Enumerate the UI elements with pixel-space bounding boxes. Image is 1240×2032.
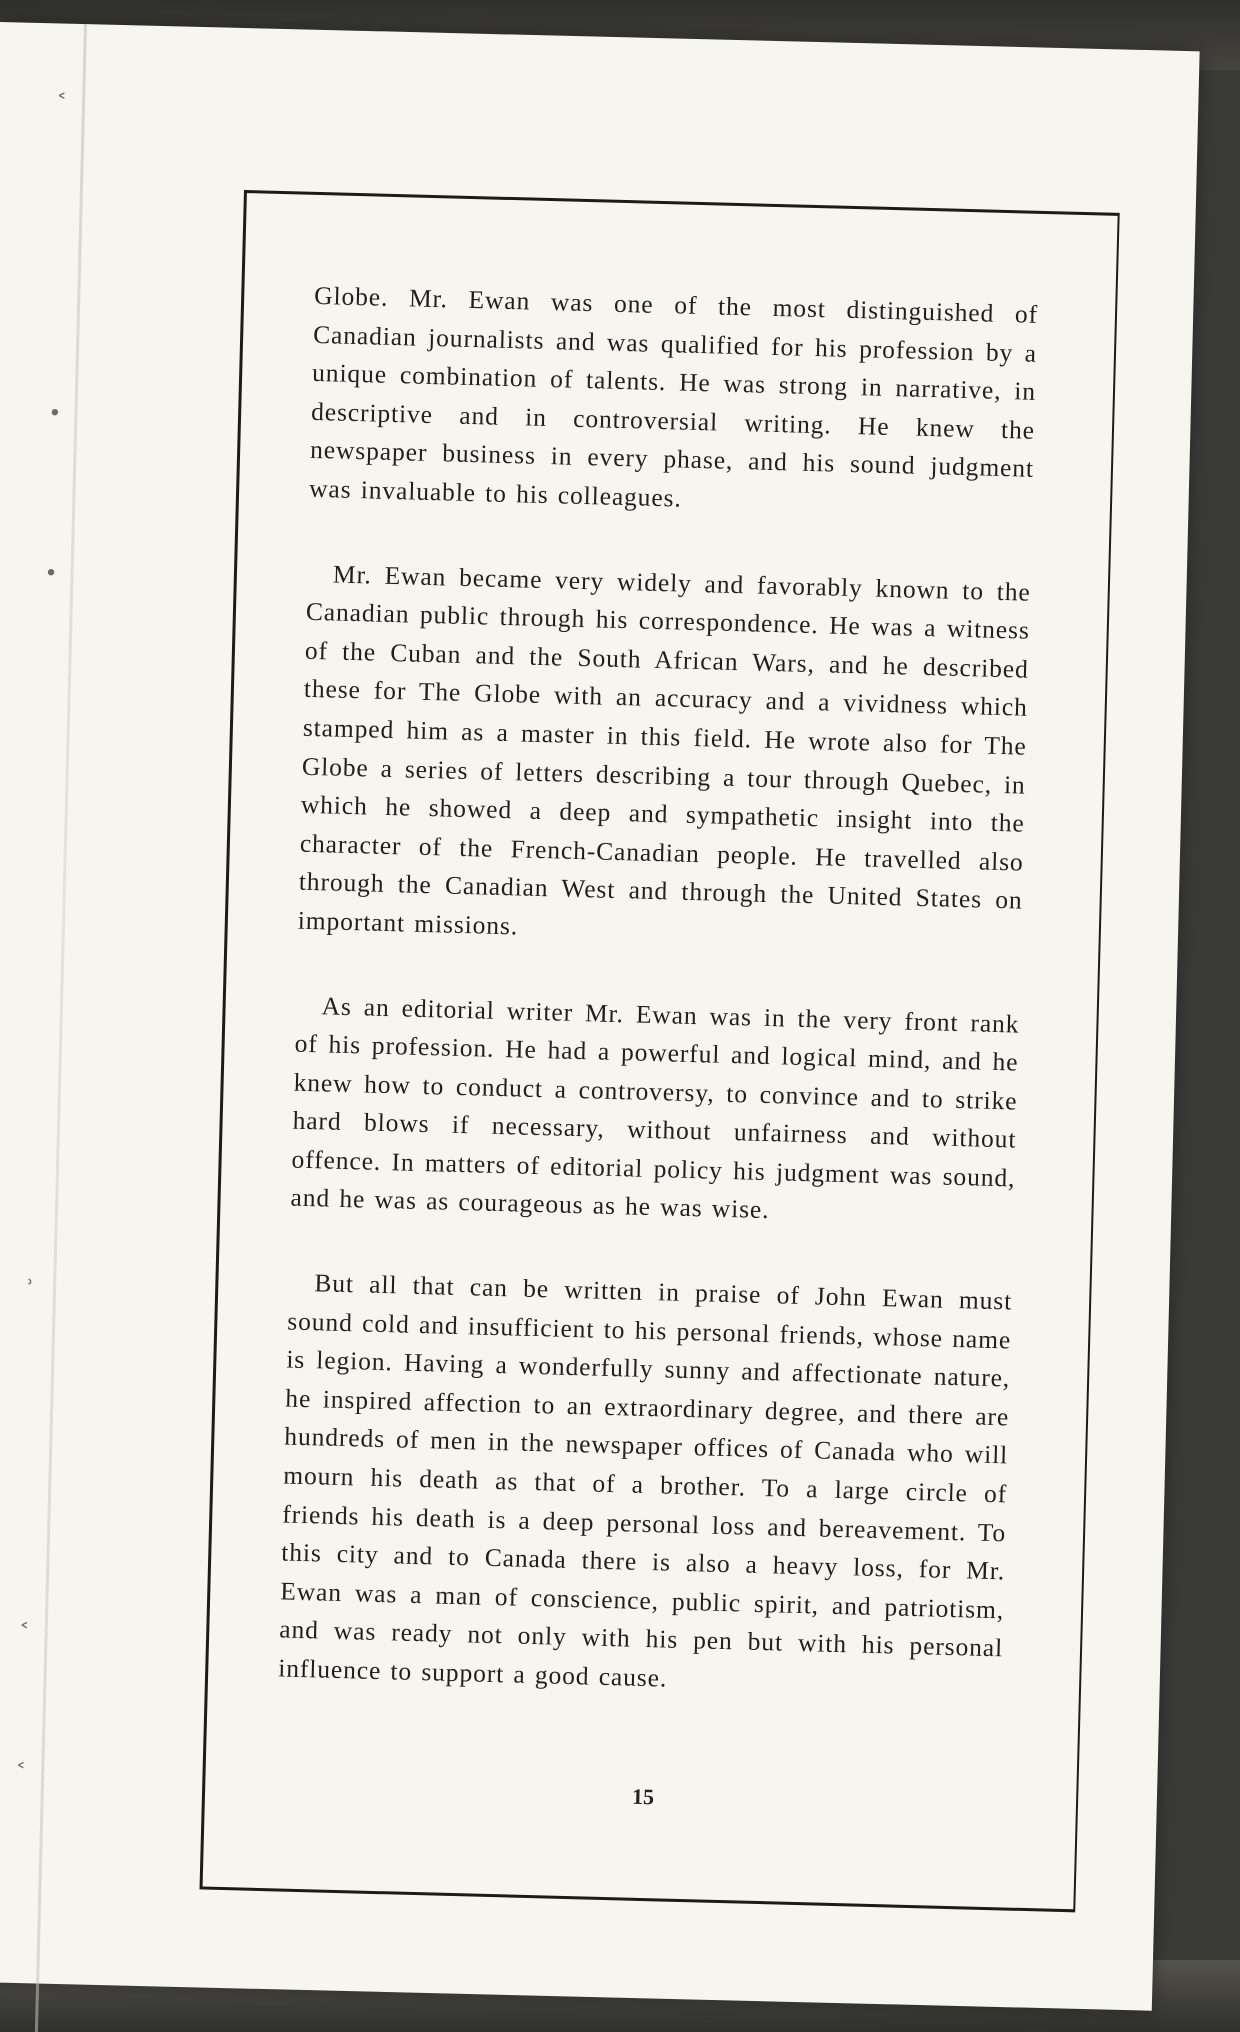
page-border-frame bbox=[199, 190, 1119, 1912]
gutter-speck-mark: ˂ bbox=[55, 91, 68, 117]
gutter-speck-mark: • bbox=[44, 561, 58, 587]
paragraph-2: Mr. Ewan became very widely and favorably known to the Canadian public through his correspondence. He was a witness of the Cuban and the South African Wars, and he described these for The Globe with an accuracy and a vividness which stamped him as a master in this field. He wrote also for The Globe a series of letters describing a tour through Quebec, in which he showed a deep and sympathetic insight into the character of the French-Canadian people. He travelled also through the Canadian West and through the United States on important missions. bbox=[297, 559, 1032, 941]
paragraph-1: Globe. Mr. Ewan was one of the most distinguished of Canadian journalists and was qualified for his profession by a unique combination of talents. He was strong in narrative, in descriptive and in controversial writing. He knew the newspaper business in every phase, and his sound judgment was invaluable to his colleagues. bbox=[308, 280, 1039, 513]
body-text bbox=[277, 277, 1039, 1753]
binding-edge bbox=[34, 24, 87, 2032]
gutter-speck-mark: ˂ bbox=[18, 1620, 30, 1647]
gutter-speck-mark: • bbox=[48, 401, 62, 427]
gutter-speck-mark: ˒ bbox=[26, 1271, 35, 1297]
page-number: 15 bbox=[631, 1783, 655, 1810]
paragraph-4: But all that can be written in praise of John Ewan must sound cold and insufficient to his personal friends, whose name is legion. Having a wonderfully sunny and affectionate nature, he inspired affection to an extraordinary degree, and there are hundreds of men in the newspaper offices of Canada who will mourn his death as that of a brother. To a large circle of friends his death is a deep personal loss and bereavement. To this city and to Canada there is also a heavy loss, for Mr. Ewan was a man of conscience, public spirit, and patriotism, and was ready not only with his pen but with his personal influence to support a good cause. bbox=[277, 1268, 1013, 1693]
paragraph-3: As an editorial writer Mr. Ewan was in the very front rank of his profession. He had a powerful and logical mind, and he knew how to conduct a controversy, to convince and to strike hard blows if necessary, without unfairness and without offence. In matters of editorial policy his judgment was sound, and he was as courageous as he was wise. bbox=[290, 990, 1020, 1225]
gutter-speck-mark: ˂ bbox=[14, 1760, 27, 1787]
